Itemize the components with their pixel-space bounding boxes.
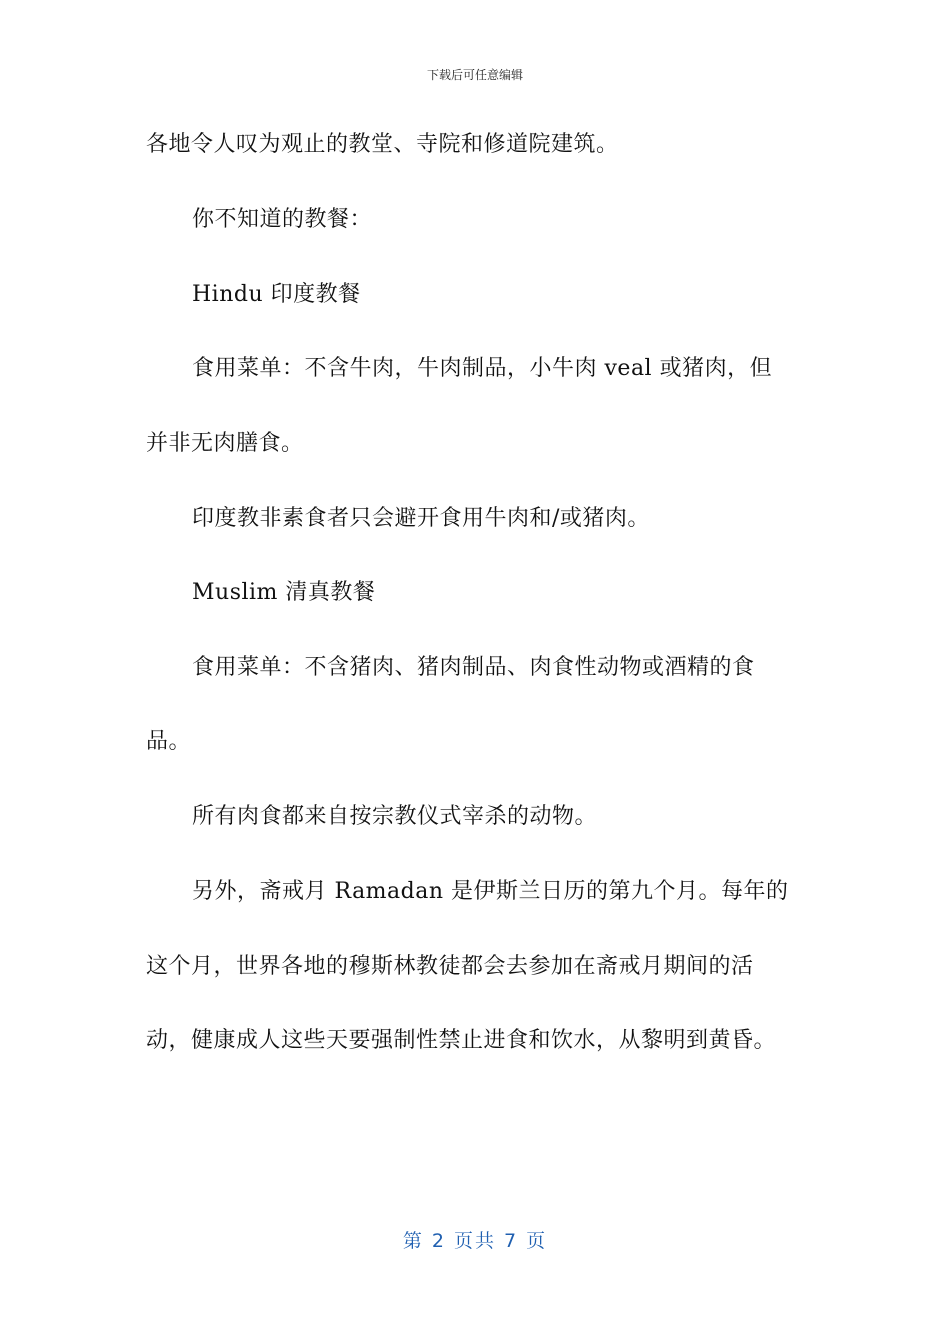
paragraph-line: 品。	[146, 729, 192, 754]
page-header: 下载后可任意编辑	[426, 68, 523, 82]
subsection-heading-muslim: Muslim 清真教餐	[192, 580, 376, 605]
page-number-footer: 第 2 页共 7 页	[402, 1230, 548, 1252]
paragraph-line: 这个月，世界各地的穆斯林教徒都会去参加在斋戒月期间的活	[146, 954, 754, 979]
paragraph-line: 另外，斋戒月 Ramadan 是伊斯兰日历的第九个月。每年的	[192, 879, 789, 904]
paragraph-line: 食用菜单：不含猪肉、猪肉制品、肉食性动物或酒精的食	[192, 655, 755, 680]
paragraph-line: 所有肉食都来自按宗教仪式宰杀的动物。	[192, 804, 598, 829]
paragraph-line: 各地令人叹为观止的教堂、寺院和修道院建筑。	[146, 132, 619, 157]
subsection-heading-hindu: Hindu 印度教餐	[192, 282, 361, 307]
paragraph-line: 印度教非素食者只会避开食用牛肉和/或猪肉。	[192, 506, 650, 531]
paragraph-line: 食用菜单：不含牛肉，牛肉制品，小牛肉 veal 或猪肉，但	[192, 356, 773, 381]
paragraph-line: 并非无肉膳食。	[146, 431, 304, 456]
paragraph-line: 动，健康成人这些天要强制性禁止进食和饮水，从黎明到黄昏。	[146, 1028, 777, 1053]
section-heading: 你不知道的教餐：	[192, 207, 373, 232]
